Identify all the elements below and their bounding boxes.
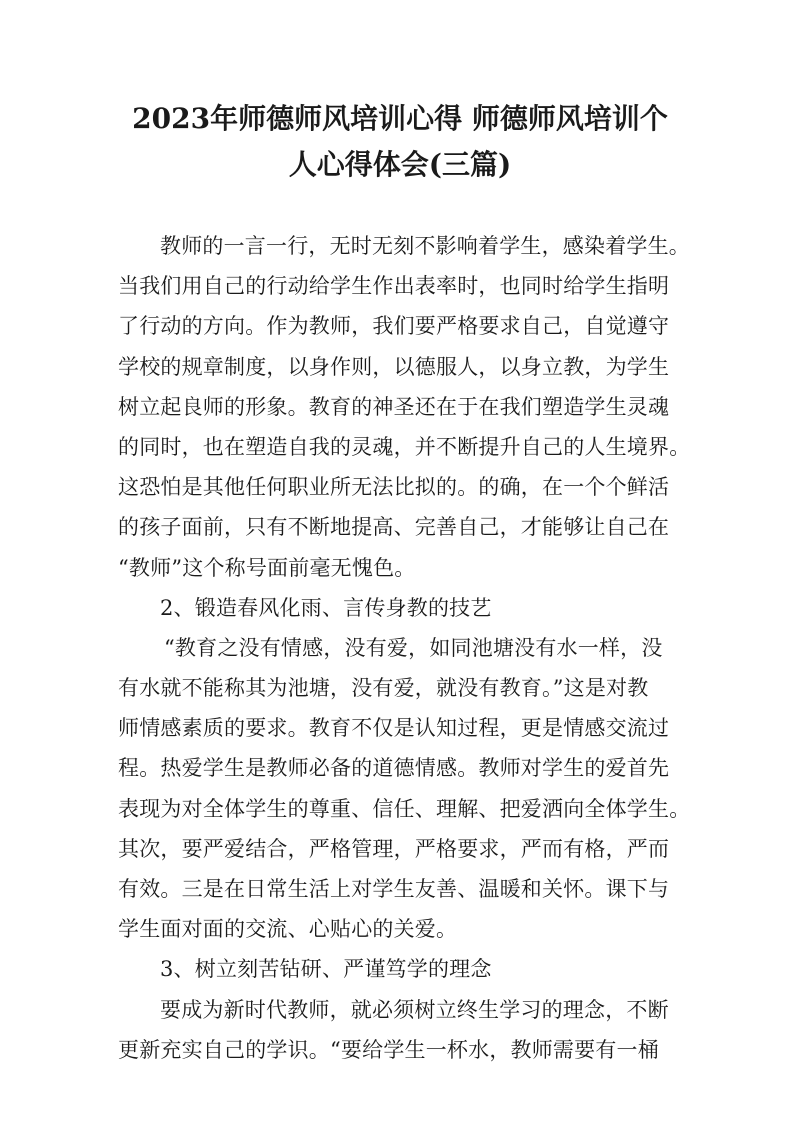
paragraph-line: 程。热爱学生是教师必备的道德情感。教师对学生的爱首先 — [118, 756, 670, 781]
paragraph-line: 了行动的方向。作为教师，我们要严格要求自己，自觉遵守 — [118, 314, 670, 339]
document-body — [118, 226, 691, 1070]
document-title-line-1: 2023年师德师风培训心得 师德师风培训个 — [132, 102, 668, 135]
paragraph-line: “教师”这个称号面前毫无愧色。 — [118, 555, 416, 580]
section-heading: 2、锻造春风化雨、言传身教的技艺 — [160, 595, 492, 620]
paragraph-line: 表现为对全体学生的尊重、信任、理解、把爱洒向全体学生。 — [118, 796, 691, 821]
paragraph-line: 更新充实自己的学识。“要给学生一杯水，教师需要有一桶 — [118, 1037, 659, 1062]
paragraph-line: 学生面对面的交流、心贴心的关爱。 — [118, 917, 458, 942]
paragraph-line: 有效。三是在日常生活上对学生友善、温暖和关怀。课下与 — [118, 877, 670, 901]
paragraph-line: “教育之没有情感，没有爱，如同池塘没有水一样，没 — [164, 635, 663, 660]
paragraph-line: 的同时，也在塑造自我的灵魂，并不断提升自己的人生境界。 — [118, 434, 691, 459]
paragraph-line: 树立起良师的形象。教育的神圣还在于在我们塑造学生灵魂 — [118, 394, 670, 419]
document-title-line-2: 人心得体会(三篇) — [288, 148, 512, 181]
paragraph-line: 有水就不能称其为池塘，没有爱，就没有教育。”这是对教 — [118, 676, 649, 701]
paragraph-line: 教师的一言一行，无时无刻不影响着学生，感染着学生。 — [160, 234, 690, 258]
section-heading: 3、树立刻苦钻研、严谨笃学的理念 — [160, 957, 492, 982]
paragraph-line: 当我们用自己的行动给学生作出表率时，也同时给学生指明 — [118, 274, 670, 299]
paragraph-line: 这恐怕是其他任何职业所无法比拟的。的确，在一个个鲜活 — [118, 475, 670, 500]
paragraph-line: 要成为新时代教师，就必须树立终生学习的理念，不断 — [160, 997, 669, 1022]
paragraph-line: 学校的规章制度，以身作则，以德服人，以身立教，为学生 — [118, 354, 670, 379]
paragraph-line: 其次，要严爱结合，严格管理，严格要求，严而有格，严而 — [118, 836, 670, 861]
paragraph-line: 的孩子面前，只有不断地提高、完善自己，才能够让自己在 — [118, 515, 670, 540]
paragraph-line: 师情感素质的要求。教育不仅是认知过程，更是情感交流过 — [118, 716, 670, 741]
